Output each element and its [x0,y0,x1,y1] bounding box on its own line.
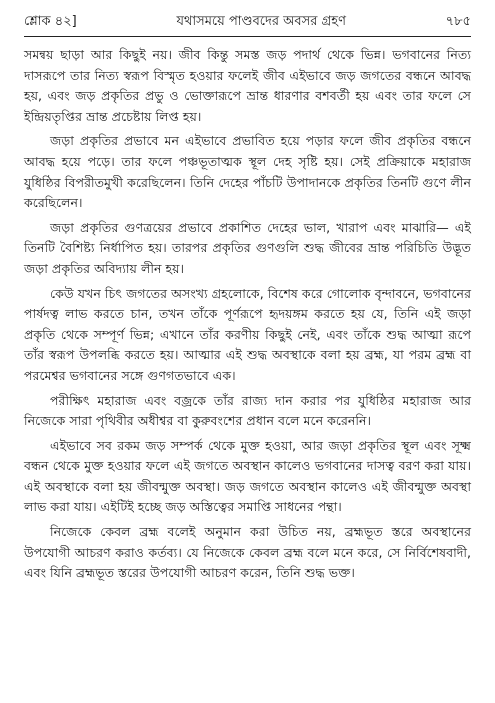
verse-reference: শ্লোক ৪২] [24,14,77,29]
paragraph: সমন্বয় ছাড়া আর কিছুই নয়। জীব কিন্তু সমস্ত জড় পদার্থ থেকে ভিন্ন। ভগবানের নিত্য দাসরূপে তার নিত্য স্বরূপ বিস্মৃত হওয়ার ফলেই জীব এইভাবে জড় জগতের বন্ধনে আবদ্ধ হয়, এবং জড় প্রকৃতির প্রভু ও ভোক্তারূপে ভ্রান্ত ধারণার বশবর্তী হয় এবং তার ফলে সে ইন্দ্রিয়তৃপ্তির ভ্রান্ত প্রচেষ্টায় লিপ্ত হয়। [24,47,471,124]
page-number: ৭৮৫ [445,14,471,29]
paragraph: কেউ যখন চিৎ জগতের অসংখ্য গ্রহলোকে, বিশেষ করে গোলোক বৃন্দাবনে, ভগবানের পার্ষদত্ব লাভ করতে চান, তখন তাঁকে পূর্ণরূপে হৃদয়ঙ্গম করতে হয় যে, তিনি এই জড়া প্রকৃতি থেকে সম্পূর্ণ ভিন্ন; এখানে তাঁর করণীয় কিছুই নেই, এবং তাঁকে শুদ্ধ আত্মা রূপে তাঁর স্বরূপ উপলব্ধি করতে হয়। আত্মার এই শুদ্ধ অবস্থাকে বলা হয় ব্রহ্ম, যা পরম ব্রহ্ম বা পরমেশ্বর ভগবানের সঙ্গে গুণগতভাবে এক। [24,285,471,383]
running-header [24,12,471,34]
paragraph: পরীক্ষিৎ মহারাজ এবং বজ্রকে তাঁর রাজ্য দান করার পর যুধিষ্ঠির মহারাজ আর নিজেকে সারা পৃথিবীর অধীশ্বর বা কুরুবংশের প্রধান বলে মনে করেননি। [24,392,471,429]
chapter-title: যথাসময়ে পাণ্ডবদের অবসর গ্রহণ [176,14,346,29]
header-rule [24,36,471,37]
paragraph: এইভাবে সব রকম জড় সম্পর্ক থেকে মুক্ত হওয়া, আর জড়া প্রকৃতির স্থূল এবং সূক্ষ্ম বন্ধন থেকে মুক্ত হওয়ার ফলে এই জগতে অবস্থান কালেও ভগবানের দাসত্ব বরণ করা যায়। এই অবস্থাকে বলা হয় জীবন্মুক্ত অবস্থা। জড় জগতে অবস্থান কালেও এই জীবন্মুক্ত অবস্থা লাভ করা যায়। এইটিই হচ্ছে জড় অস্তিত্বের সমাপ্তি সাধনের পন্থা। [24,437,471,515]
paragraph: জড়া প্রকৃতির গুণত্রয়ের প্রভাবে প্রকাশিত দেহের ভাল, খারাপ এবং মাঝারি— এই তিনটি বৈশিষ্ট্য নির্ধাপিত হয়। তারপর প্রকৃতির গুণগুলি শুদ্ধ জীবের ভ্রান্ত পরিচিতি উদ্ভূত জড়া প্রকৃতির অবিদ্যায় লীন হয়। [24,219,471,276]
purport-text [24,45,471,584]
paragraph: নিজেকে কেবল ব্রহ্ম বলেই অনুমান করা উচিত নয়, ব্রহ্মভূত স্তরে অবস্থানের উপযোগী আচরণ করাও কর্তব্য। যে নিজেকে কেবল ব্রহ্ম বলে মনে করে, সে নির্বিশেষবাদী, এবং যিনি ব্রহ্মভূত স্তরের উপযোগী আচরণ করেন, তিনি শুদ্ধ ভক্ত। [24,524,471,581]
paragraph: জড়া প্রকৃতির প্রভাবে মন এইভাবে প্রভাবিত হয়ে পড়ার ফলে জীব প্রকৃতির বন্ধনে আবদ্ধ হয়ে পড়ে। তার ফলে পঞ্চভূতাত্মক স্থূল দেহ সৃষ্টি হয়। সেই প্রক্রিয়াকে মহারাজ যুধিষ্ঠির বিপরীতমুখী করেছিলেন। তিনি দেহের পাঁচটি উপাদানকে প্রকৃতির তিনটি গুণে লীন করেছিলেন। [24,133,471,211]
